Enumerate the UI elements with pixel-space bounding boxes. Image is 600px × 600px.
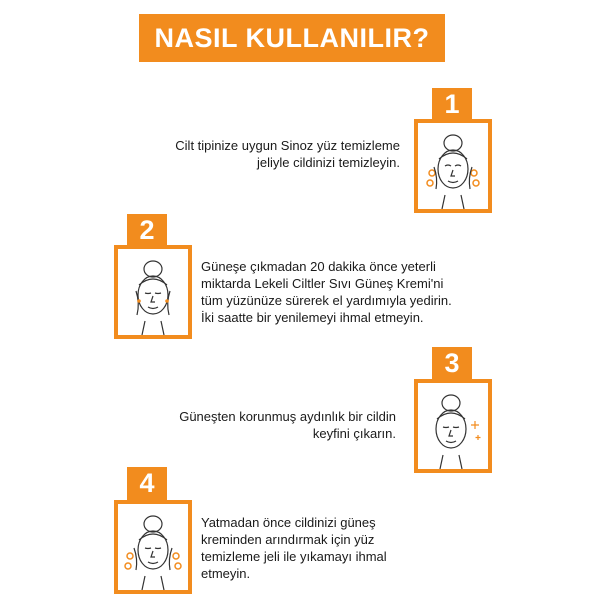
step-1-text — [120, 137, 400, 171]
step-3-number: 3 — [444, 348, 460, 378]
step-1-line: jeliyle cildinizi temizleyin. — [256, 155, 400, 170]
step-3-badge — [432, 347, 472, 380]
step-4-number: 4 — [139, 468, 155, 498]
step-4-line: etmeyin. — [201, 566, 251, 581]
step-2-number: 2 — [139, 215, 155, 245]
title-banner — [139, 14, 445, 62]
face-washing-icon — [418, 123, 488, 209]
step-2-line: Güneşe çıkmadan 20 dakika önce yeterli — [201, 259, 436, 274]
step-2-line: İki saatte bir yenilemeyi ihmal etmeyin. — [201, 310, 424, 325]
step-1-number: 1 — [444, 89, 460, 119]
step-4-line: Yatmadan önce cildinizi güneş — [201, 515, 376, 530]
step-1-badge — [432, 88, 472, 121]
step-4-line: temizleme jeli ile yıkamayı ihmal — [201, 549, 387, 564]
step-4-line: kreminden arındırmak için yüz — [201, 532, 375, 547]
step-2-line: tüm yüzünüze sürerek el yardımıyla yedirin. — [201, 293, 452, 308]
glowing-face-icon — [418, 383, 488, 469]
face-cream-application-icon — [118, 249, 188, 335]
step-3-text — [120, 408, 396, 442]
step-3-line: keyfini çıkarın. — [312, 426, 396, 441]
step-2-badge — [127, 214, 167, 247]
step-4-image — [114, 500, 192, 594]
step-2-image — [114, 245, 192, 339]
page-title: NASIL KULLANILIR? — [154, 22, 430, 53]
step-4-badge — [127, 467, 167, 500]
step-4-text — [201, 514, 501, 582]
step-3-image — [414, 379, 492, 473]
step-3-line: Güneşten korunmuş aydınlık bir cildin — [179, 409, 396, 424]
step-2-line: miktarda Lekeli Ciltler Sıvı Güneş Kremi'ni — [201, 276, 444, 291]
face-washing-icon — [118, 504, 188, 590]
step-1-image — [414, 119, 492, 213]
step-1-line: Cilt tipinize uygun Sinoz yüz temizleme — [175, 138, 400, 153]
step-2-text — [201, 258, 501, 326]
